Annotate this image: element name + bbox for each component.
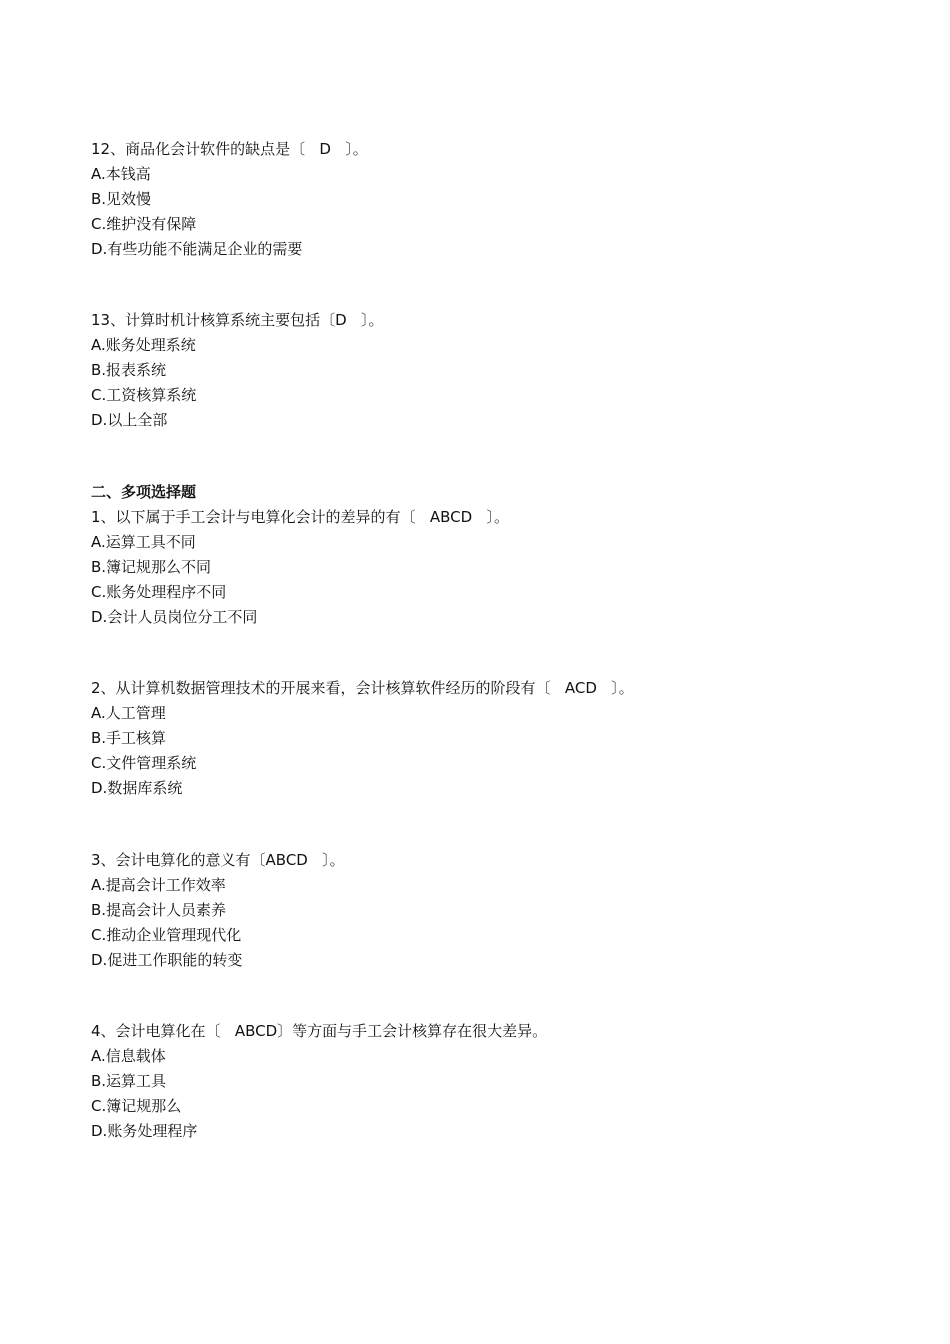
option-b: B.簿记规那么不同 xyxy=(91,558,212,576)
question-stem: 4、会计电算化在〔 ABCD〕等方面与手工会计核算存在很大差异。 xyxy=(91,1022,548,1040)
question-12 xyxy=(91,137,871,262)
option-b: B.手工核算 xyxy=(91,729,167,747)
option-c: C.簿记规那么 xyxy=(91,1097,182,1115)
option-d: D.账务处理程序 xyxy=(91,1122,198,1140)
option-a: A.运算工具不同 xyxy=(91,533,196,551)
question-stem: 3、会计电算化的意义有〔ABCD 〕。 xyxy=(91,851,345,869)
option-a: A.人工管理 xyxy=(91,704,166,722)
option-a: A.信息载体 xyxy=(91,1047,166,1065)
multi-choice-section xyxy=(91,480,871,630)
option-c: C.账务处理程序不同 xyxy=(91,583,227,601)
option-c: C.推动企业管理现代化 xyxy=(91,926,242,944)
option-d: D.以上全部 xyxy=(91,411,168,429)
option-d: D.促进工作职能的转变 xyxy=(91,951,243,969)
multi-question-4 xyxy=(91,1019,871,1144)
option-d: D.有些功能不能满足企业的需要 xyxy=(91,240,303,258)
question-13 xyxy=(91,308,871,433)
question-stem: 1、以下属于手工会计与电算化会计的差异的有〔 ABCD 〕。 xyxy=(91,508,509,526)
option-d: D.数据库系统 xyxy=(91,779,183,797)
question-stem: 13、计算时机计核算系统主要包括〔D 〕。 xyxy=(91,311,384,329)
multi-question-3 xyxy=(91,848,871,973)
option-c: C.维护没有保障 xyxy=(91,215,197,233)
option-b: B.见效慢 xyxy=(91,190,152,208)
section-heading: 二、多项选择题 xyxy=(91,483,197,501)
option-d: D.会计人员岗位分工不同 xyxy=(91,608,258,626)
option-b: B.提高会计人员素养 xyxy=(91,901,227,919)
option-a: A.本钱高 xyxy=(91,165,151,183)
question-stem: 2、从计算机数据管理技术的开展来看，会计核算软件经历的阶段有〔 ACD 〕。 xyxy=(91,679,634,697)
multi-question-2 xyxy=(91,676,871,801)
option-a: A.账务处理系统 xyxy=(91,336,196,354)
option-b: B.运算工具 xyxy=(91,1072,167,1090)
option-a: A.提高会计工作效率 xyxy=(91,876,226,894)
option-c: C.文件管理系统 xyxy=(91,754,197,772)
option-b: B.报表系统 xyxy=(91,361,167,379)
question-stem: 12、商品化会计软件的缺点是〔 D 〕。 xyxy=(91,140,368,158)
option-c: C.工资核算系统 xyxy=(91,386,197,404)
